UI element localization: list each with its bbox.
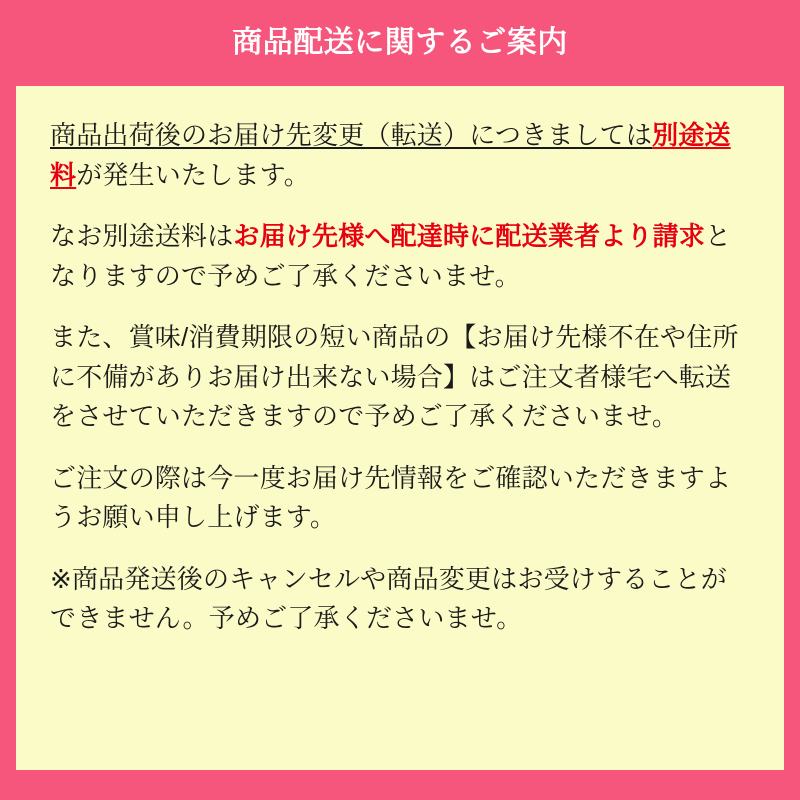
notice-header <box>0 0 800 86</box>
paragraph-fee-request <box>50 217 750 296</box>
paragraph-short-expiry <box>50 318 750 437</box>
text-segment-highlight: 別途送料 <box>50 120 731 190</box>
text-segment: が発生いたします。 <box>76 159 310 190</box>
paragraph-confirm-address <box>50 459 750 538</box>
page-title: 商品配送に関するご案内 <box>232 26 568 59</box>
paragraph-no-cancel <box>50 560 750 639</box>
text-segment: また、賞味/消費期限の短い商品の【お届け先様不在や住所に不備がありお届け出来ない場合】はご注文者様宅へ転送をさせていただきますので予めご了承くださいませ。 <box>50 322 739 432</box>
text-segment: ※商品発送後のキャンセルや商品変更はお受けすることができません。予めご了承くださいませ。 <box>50 563 727 634</box>
notice-body <box>16 86 784 770</box>
text-segment: ご注文の際は今一度お届け先情報をご確認いただきますようお願い申し上げます。 <box>50 462 732 533</box>
paragraph-forwarding-fee <box>50 116 750 195</box>
text-segment: 商品出荷後のお届け先変更（転送）につきましては <box>50 120 653 150</box>
text-segment: なお別途送料は <box>50 221 234 252</box>
text-segment-highlight: お届け先様へ配達時に配送業者より請求 <box>233 221 706 252</box>
text-segment: となりますので予めご了承くださいませ。 <box>50 221 732 291</box>
